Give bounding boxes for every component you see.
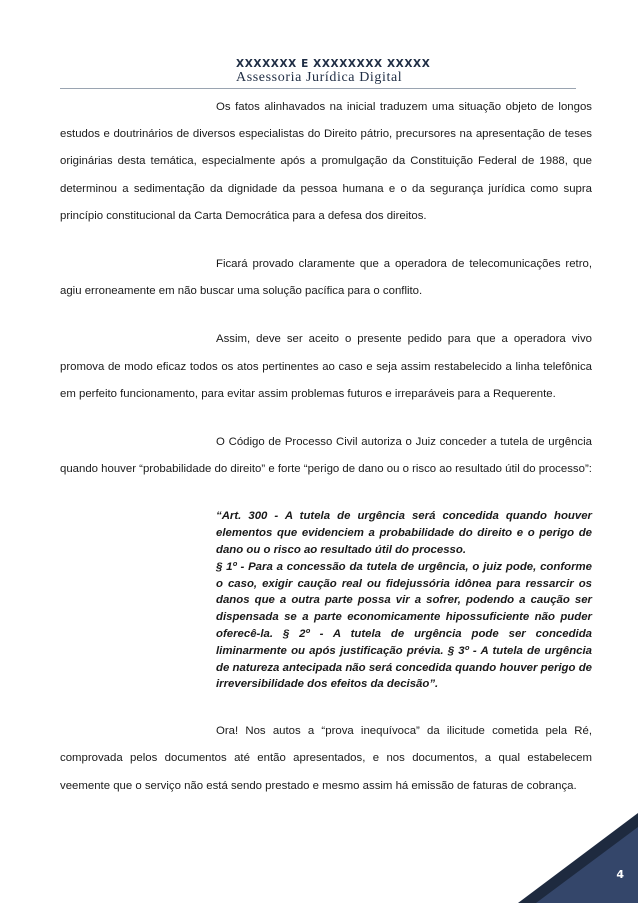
legal-quote	[216, 508, 592, 693]
header-divider	[60, 88, 576, 89]
page-number: 4	[616, 868, 624, 881]
paragraph-request: Assim, deve ser aceito o presente pedido para que a operadora vivo promova de modo eficaz todos os atos pertinentes ao caso e seja assim restabelecido a linha telefônica em perfeito funcionamento, para evitar assim problemas futuros e irreparáveis para a Requerente.	[60, 333, 592, 400]
paragraph-conclusion: Ora! Nos autos a “prova inequívoca” da ilicitude cometida pela Ré, comprovada pelos documentos até então apresentados, e nos documentos, a qual estabelecem veemente que o serviço não está sendo prestado e mesmo assim há emissão de faturas de cobrança.	[60, 725, 592, 792]
firm-subtitle: Assessoria Jurídica Digital	[236, 70, 403, 85]
firm-name: XXXXXXX E XXXXXXXX XXXXX	[236, 58, 431, 70]
paragraph-facts: Os fatos alinhavados na inicial traduzem uma situação objeto de longos estudos e doutrinários de diversos especialistas do Direito pátrio, precursores na apresentação de teses originárias desta temática, especialmente após a promulgação da Constituição Federal de 1988, que determinou a sedimentação da dignidade da pessoa humana e o da segurança jurídica como supra princípio constitucional da Carta Democrática para a defesa dos direitos.	[60, 101, 592, 222]
quote-article-300: “Art. 300 - A tutela de urgência será concedida quando houver elementos que evidenciem a probabilidade do direito e o perigo de dano ou o risco ao resultado útil do processo.	[216, 510, 592, 557]
paragraph-cpc: O Código de Processo Civil autoriza o Juiz conceder a tutela de urgência quando houver “probabilidade do direito” e forte “perigo de dano ou o risco ao resultado útil do processo”:	[60, 436, 592, 476]
quote-paragraphs: § 1º - Para a concessão da tutela de urgência, o juiz pode, conforme o caso, exigir caução real ou fidejussória idônea para ressarcir os danos que a outra parte possa vir a sofrer, podendo a caução ser dispensada se a parte economicamente hipossuficiente não puder oferecê-la. § 2º - A tutela de urgência pode ser concedida liminarmente ou após justificação prévia. § 3º - A tutela de urgência de natureza antecipada não será concedida quando houver perigo de irreversibilidade dos efeitos da decisão”.	[216, 560, 592, 691]
paragraph-proof: Ficará provado claramente que a operadora de telecomunicações retro, agiu erroneamente em não buscar uma solução pacífica para o conflito.	[60, 258, 592, 298]
corner-decoration	[518, 813, 638, 903]
document-body	[60, 94, 592, 800]
